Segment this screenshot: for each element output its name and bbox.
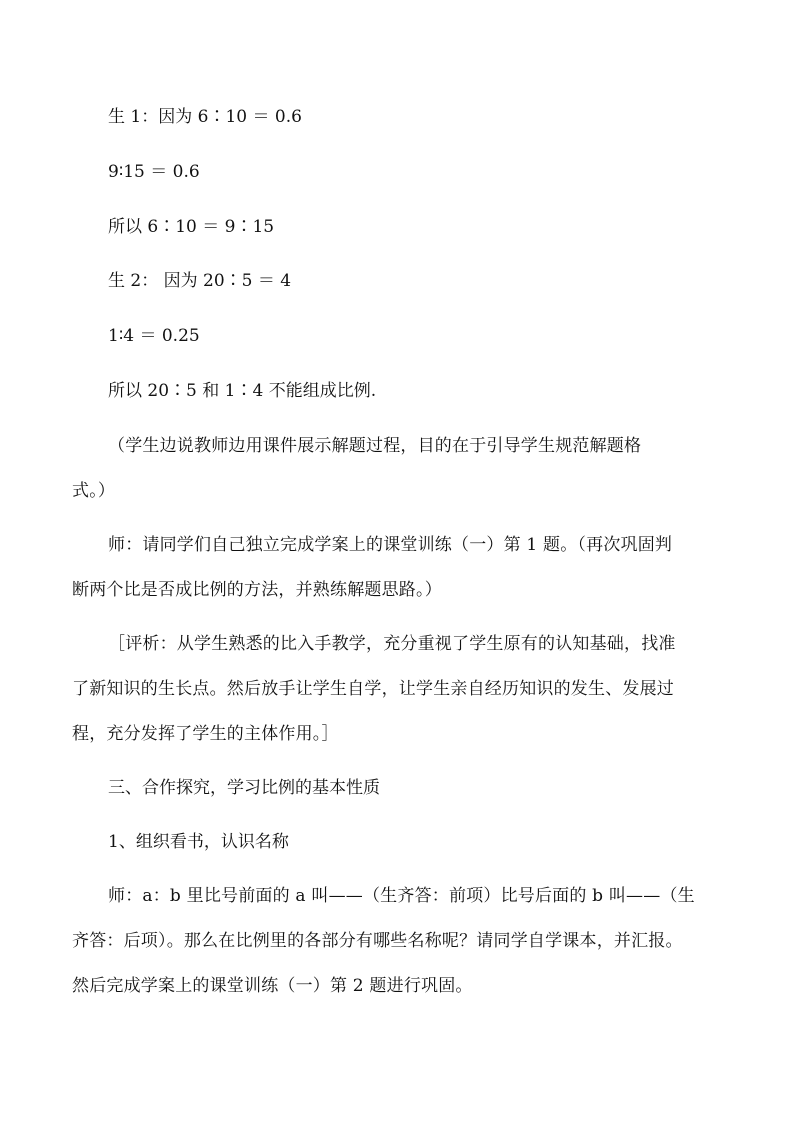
section-heading: 三、合作探究，学习比例的基本性质 — [108, 778, 380, 798]
paragraph-3-line-1: ［评析：从学生熟悉的比入手教学，充分重视了学生原有的认知基础，找准 — [108, 634, 676, 654]
solution-line-5: 1∶4 ＝ 0.25 — [108, 326, 200, 346]
solution-line-1: 生 1：因为 6∶10 ＝ 0.6 — [108, 107, 302, 127]
solution-line-2: 9∶15 ＝ 0.6 — [108, 162, 200, 182]
paragraph-2-line-1: 师：请同学们自己独立完成学案上的课堂训练（一）第 1 题。（再次巩固判 — [108, 535, 673, 555]
paragraph-1-line-1: （学生边说教师边用课件展示解题过程，目的在于引导学生规范解题格 — [108, 436, 642, 456]
paragraph-2-line-2: 断两个比是否成比例的方法，并熟练解题思路。） — [72, 580, 442, 600]
paragraph-4-line-2: 齐答：后项）。那么在比例里的各部分有哪些名称呢？请同学自学课本，并汇报。 — [72, 931, 683, 951]
subsection-heading: 1、组织看书，认识名称 — [108, 832, 289, 852]
solution-line-6: 所以 20∶5 和 1∶4 不能组成比例. — [108, 381, 377, 401]
paragraph-3-line-2: 了新知识的生长点。然后放手让学生自学，让学生亲自经历知识的发生、发展过 — [72, 679, 674, 699]
paragraph-4-line-3: 然后完成学案上的课堂训练（一）第 2 题进行巩固。 — [72, 976, 473, 996]
paragraph-1-line-2: 式。） — [72, 481, 116, 501]
solution-line-4: 生 2： 因为 20∶5 ＝ 4 — [108, 271, 292, 291]
paragraph-3-line-3: 程，充分发挥了学生的主体作用。］ — [72, 724, 339, 744]
solution-line-3: 所以 6∶10 ＝ 9∶15 — [108, 217, 275, 237]
paragraph-4-line-1: 师：a：b 里比号前面的 a 叫——（生齐答：前项）比号后面的 b 叫——（生 — [108, 886, 695, 906]
